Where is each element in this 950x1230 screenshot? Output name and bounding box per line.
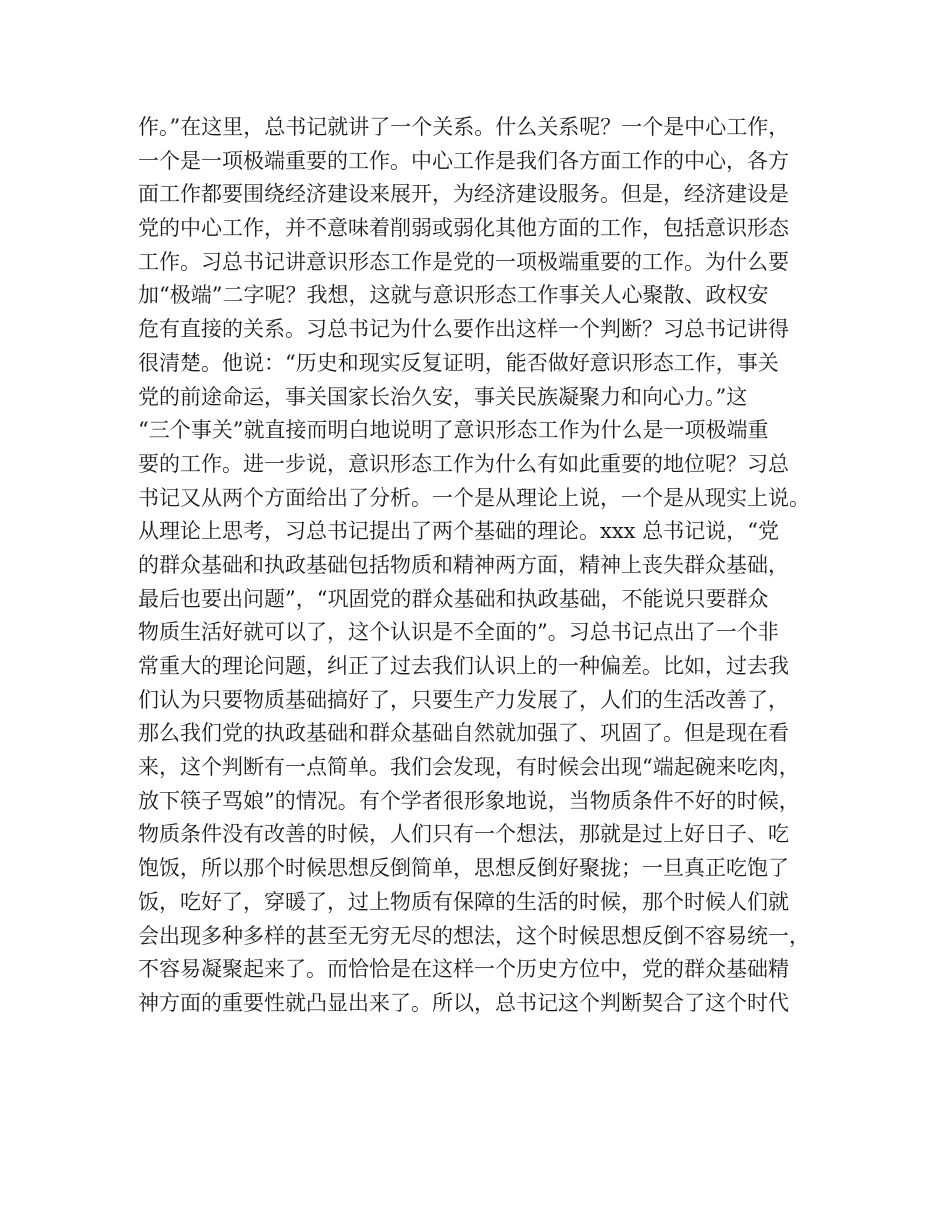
text-line: 要的工作。进一步说，意识形态工作为什么有如此重要的地位呢？习总 xyxy=(138,451,789,476)
text-line: 们认为只要物质基础搞好了，只要生产力发展了，人们的生活改善了， xyxy=(138,687,789,712)
text-line: 来，这个判断有一点简单。我们会发现，有时候会出现“端起碗来吃肉， xyxy=(138,755,800,780)
text-line: “三个事关”就直接而明白地说明了意识形态工作为什么是一项极端重 xyxy=(138,418,769,443)
text-line: 一个是一项极端重要的工作。中心工作是我们各方面工作的中心，各方 xyxy=(138,148,789,173)
text-line: 的群众基础和执政基础包括物质和精神两方面，精神上丧失群众基础， xyxy=(138,552,789,577)
text-line: 工作。习总书记讲意识形态工作是党的一项极端重要的工作。为什么要 xyxy=(138,249,789,274)
text-line: 那么我们党的执政基础和群众基础自然就加强了、巩固了。但是现在看 xyxy=(138,721,789,746)
text-line: 放下筷子骂娘”的情况。有个学者很形象地说，当物质条件不好的时候， xyxy=(138,788,800,813)
text-line: 党的中心工作，并不意味着削弱或弱化其他方面的工作，包括意识形态 xyxy=(138,216,789,241)
text-line: 常重大的理论问题，纠正了过去我们认识上的一种偏差。比如，过去我 xyxy=(138,654,789,678)
text-line: 作。”在这里，总书记就讲了一个关系。什么关系呢？一个是中心工作， xyxy=(138,115,790,139)
text-line: 最后也要出问题”，“巩固党的群众基础和执政基础，不能说只要群众 xyxy=(138,586,769,611)
text-line: 书记又从两个方面给出了分析。一个是从理论上说，一个是从现实上说。 xyxy=(138,485,810,510)
text-line: 饭，吃好了，穿暖了，过上物质有保障的生活的时候，那个时候人们就 xyxy=(138,889,789,914)
text-line: 党的前途命运，事关国家长治久安，事关民族凝聚力和向心力。”这 xyxy=(138,384,748,409)
text-line: 物质生活好就可以了，这个认识是不全面的”。习总书记点出了一个非 xyxy=(138,620,779,645)
text-line: 面工作都要围绕经济建设来展开，为经济建设服务。但是，经济建设是 xyxy=(138,182,789,207)
text-line: 饱饭，所以那个时候思想反倒简单，思想反倒好聚拢；一旦真正吃饱了 xyxy=(138,856,789,881)
text-line: 很清楚。他说：“历史和现实反复证明，能否做好意识形态工作，事关 xyxy=(138,350,779,375)
text-line: 危有直接的关系。习总书记为什么要作出这样一个判断？习总书记讲得 xyxy=(138,317,789,342)
text-line: 加“极端”二字呢？我想，这就与意识形态工作事关人心聚散、政权安 xyxy=(138,283,769,308)
text-line: 不容易凝聚起来了。而恰恰是在这样一个历史方位中，党的群众基础精 xyxy=(138,957,789,982)
text-line: 从理论上思考，习总书记提出了两个基础的理论。xxx 总书记说，“党 xyxy=(138,519,779,544)
body-text xyxy=(138,111,838,1021)
text-line: 会出现多种多样的甚至无穷无尽的想法，这个时候思想反倒不容易统一， xyxy=(138,923,810,948)
text-line: 物质条件没有改善的时候，人们只有一个想法，那就是过上好日子、吃 xyxy=(138,822,789,847)
text-line: 神方面的重要性就凸显出来了。所以，总书记这个判断契合了这个时代 xyxy=(138,990,789,1015)
